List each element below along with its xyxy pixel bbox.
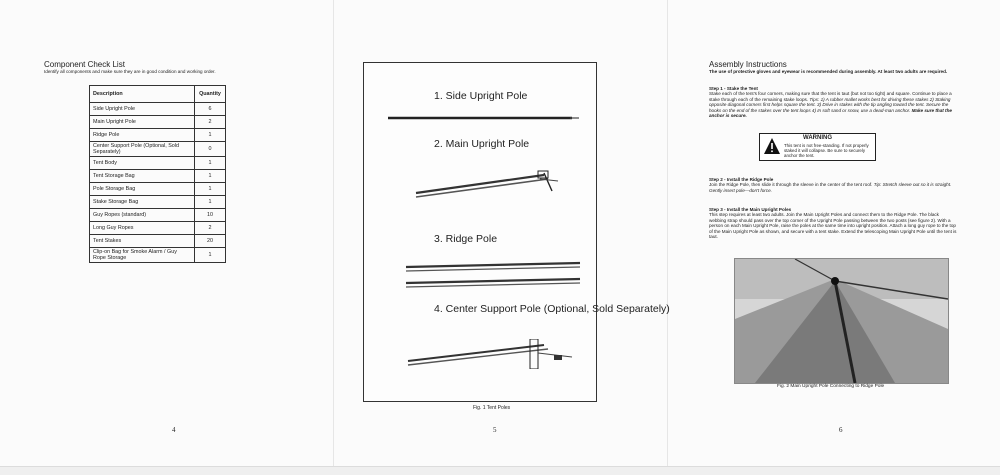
- row-description: Tent Body: [90, 157, 195, 170]
- row-quantity: 0: [195, 142, 226, 157]
- row-quantity: 2: [195, 222, 226, 235]
- table-row: [90, 157, 226, 170]
- row-description: Center Support Pole (Optional, Sold Separately): [90, 142, 195, 157]
- figure-1-caption: Fig. 1 Tent Poles: [473, 405, 511, 411]
- row-quantity: 10: [195, 209, 226, 222]
- warning-title: WARNING: [803, 135, 832, 141]
- page-number: 5: [493, 426, 497, 434]
- row-description: Pole Storage Bag: [90, 183, 195, 196]
- table-row: [90, 222, 226, 235]
- pole-title-side-upright: 1. Side Upright Pole: [434, 90, 528, 102]
- ridge-pole-illustration: [404, 259, 584, 291]
- check-list-title: Component Check List: [44, 60, 125, 69]
- row-description: Main Upright Pole: [90, 116, 195, 129]
- table-row: [90, 248, 226, 263]
- main-upright-pole-illustration: [412, 169, 562, 205]
- pole-title-ridge: 3. Ridge Pole: [434, 233, 498, 245]
- step-2-body: Join the Ridge Pole, then slide it through the sleeve in the center of the tent roof.: [709, 182, 873, 188]
- header-description: Description: [90, 86, 195, 103]
- table-row: [90, 142, 226, 157]
- row-description: Clip-on Bag for Smoke Alarm / Guy Rope Storage: [90, 248, 195, 263]
- row-quantity: 2: [195, 116, 226, 129]
- table-row: [90, 196, 226, 209]
- row-description: Tent Storage Bag: [90, 170, 195, 183]
- table-row: [90, 170, 226, 183]
- row-quantity: 6: [195, 103, 226, 116]
- page-6: [667, 0, 1000, 474]
- warning-box: [759, 133, 876, 161]
- row-description: Stake Storage Bag: [90, 196, 195, 209]
- table-row: [90, 209, 226, 222]
- step-1-heading: Step 1 - Stake the Tent: [709, 86, 758, 91]
- step-3-body: This step requires at least two adults. Join the Main Upright Poles and connect them to the Ridge Pole. The black webbing strap should pass over the top corner of the Upright Pole passing between the two posts (see figure 2). With a person on each Main Upright Pole, raise the poles at the same time into upright position. Attach a long guy rope to the top of the Main Upright Pole as shown, and secure with a tent stake. Extend the telescoping Main Upright Pole until the tent is taut.: [709, 212, 957, 240]
- assembly-title: Assembly Instructions: [709, 60, 787, 69]
- tent-poles-figure: [363, 62, 670, 402]
- step-2: [709, 177, 957, 193]
- safety-note: The use of protective gloves and eyewear is recommended during assembly. At least two adults are required.: [709, 69, 948, 74]
- table-row: [90, 103, 226, 116]
- row-description: Ridge Pole: [90, 129, 195, 142]
- step-1-body: Stake each of the tent's four corners, making sure that the tent is taut (but not too tight) and square. Continue to place a stake through each of the remaining stake loops.: [709, 91, 952, 102]
- step-3: [709, 207, 957, 239]
- table-row: [90, 116, 226, 129]
- page-4: [0, 0, 333, 474]
- header-quantity: Quantity: [195, 86, 226, 103]
- step-1-emphasis: Make sure that the anchor is secure.: [709, 107, 952, 119]
- row-quantity: 1: [195, 157, 226, 170]
- tent-pole-photo-illustration: [735, 259, 948, 383]
- check-list-subtitle: Identify all components and make sure they are in good condition and working order.: [44, 69, 216, 74]
- table-row: [90, 129, 226, 142]
- row-description: Guy Ropes (standard): [90, 209, 195, 222]
- row-description: Tent Stakes: [90, 235, 195, 248]
- step-2-tip: Tip: Stretch sleeve out so it is straight. Gently insert pole—don't force.: [709, 182, 952, 193]
- figure-2-caption: Fig. 2 Main Upright Pole Connecting to Ridge Pole: [777, 384, 885, 389]
- row-description: Long Guy Ropes: [90, 222, 195, 235]
- page-number: 4: [172, 426, 176, 434]
- step-3-heading: Step 3 - Install the Main Upright Poles: [709, 207, 792, 212]
- row-quantity: 20: [195, 235, 226, 248]
- table-header-row: [90, 86, 226, 103]
- row-quantity: 1: [195, 129, 226, 142]
- row-quantity: 1: [195, 170, 226, 183]
- step-1-tips: Tips: 1) A rubber mallet works best for driving these stakes 2) Staking opposite diagonal corners first helps square the tent. 3) Drive in stakes with the tip angling toward the tent. Secure the hooks on the end of the stakes over the tent loops 4) In soft sand or snow, use a dead-man anchor.: [709, 96, 951, 113]
- pole-title-center-support: 4. Center Support Pole (Optional, Sold Separately): [434, 303, 670, 315]
- center-support-pole-illustration: [404, 339, 579, 369]
- step-1: [709, 86, 957, 118]
- figure-2-photo: [734, 258, 949, 384]
- row-quantity: 1: [195, 196, 226, 209]
- side-upright-pole-illustration: [386, 113, 581, 123]
- component-table: [89, 85, 226, 263]
- warning-body: This tent is not free-standing. If not properly staked it will collapse. Be sure to securely anchor the tent.: [784, 143, 869, 158]
- row-description: Side Upright Pole: [90, 103, 195, 116]
- row-quantity: 1: [195, 248, 226, 263]
- table-row: [90, 235, 226, 248]
- page-5: [333, 0, 670, 474]
- row-quantity: 1: [195, 183, 226, 196]
- page-number: 6: [839, 426, 843, 434]
- table-row: [90, 183, 226, 196]
- pole-title-main-upright: 2. Main Upright Pole: [434, 138, 530, 150]
- step-2-heading: Step 2 - Install the Ridge Pole: [709, 177, 774, 182]
